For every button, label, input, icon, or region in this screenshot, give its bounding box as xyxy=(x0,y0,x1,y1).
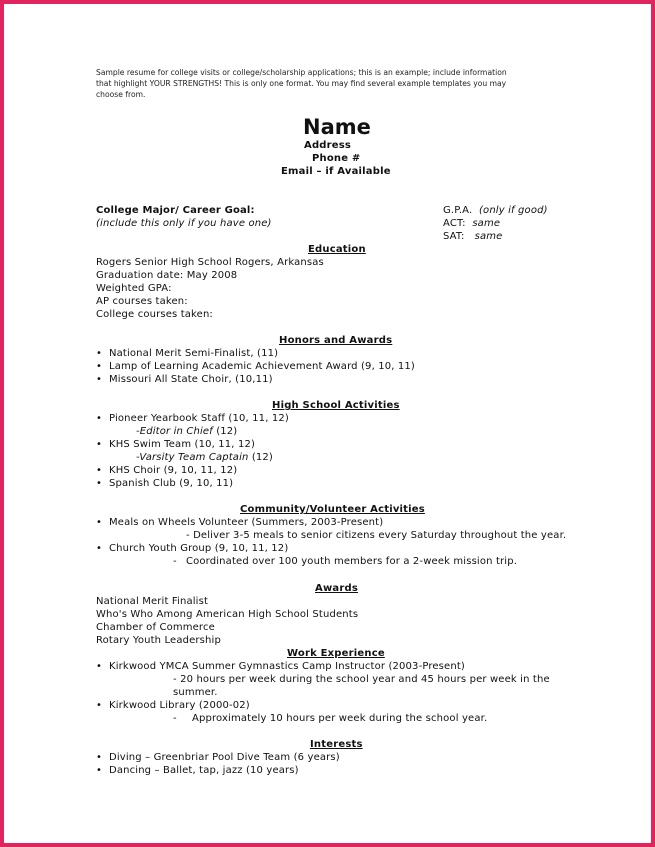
activities-item: KHS Choir (9, 10, 11, 12) xyxy=(109,465,238,476)
bullet-icon: • xyxy=(96,752,102,763)
intro-line-1: Sample resume for college visits or college/scholarship applications; this is an example; include information xyxy=(96,68,507,77)
awards-line: Rotary Youth Leadership xyxy=(96,635,221,646)
bullet-icon: • xyxy=(96,543,102,554)
work-subitem: Approximately 10 hours per week during the school year. xyxy=(192,713,488,724)
bullet-icon: • xyxy=(96,374,102,385)
applicant-phone: Phone # xyxy=(312,153,361,164)
education-line: AP courses taken: xyxy=(96,296,188,307)
work-sub-dash: - xyxy=(173,713,177,724)
honors-heading: Honors and Awards xyxy=(279,335,393,346)
community-sub-dash: - xyxy=(173,556,177,567)
bullet-icon: • xyxy=(96,348,102,359)
community-item: Meals on Wheels Volunteer (Summers, 2003-Present) xyxy=(109,517,384,528)
bullet-icon: • xyxy=(96,478,102,489)
honors-item: Lamp of Learning Academic Achievement Award (9, 10, 11) xyxy=(109,361,415,372)
bullet-icon: • xyxy=(96,700,102,711)
work-subitem-cont: summer. xyxy=(173,687,218,698)
act-row xyxy=(443,218,500,229)
activities-sub-role: -Varsity Team Captain xyxy=(136,452,249,463)
career-goal-title: College Major/ Career Goal: xyxy=(96,205,255,216)
bullet-icon: • xyxy=(96,465,102,476)
bullet-icon: • xyxy=(96,361,102,372)
sat-row xyxy=(443,231,502,242)
activities-subitem xyxy=(136,452,273,463)
gpa-label: G.P.A. xyxy=(443,205,473,216)
bullet-icon: • xyxy=(96,661,102,672)
interests-item: Dancing – Ballet, tap, jazz (10 years) xyxy=(109,765,299,776)
interests-item: Diving – Greenbriar Pool Dive Team (6 years) xyxy=(109,752,340,763)
intro-line-3: choose from. xyxy=(96,90,146,99)
community-subitem: - Deliver 3-5 meals to senior citizens every Saturday throughout the year. xyxy=(186,530,567,541)
bullet-icon: • xyxy=(96,517,102,528)
work-item: Kirkwood Library (2000-02) xyxy=(109,700,250,711)
sat-label: SAT: xyxy=(443,231,465,242)
activities-subitem xyxy=(136,426,237,437)
activities-sub-year: (12) xyxy=(251,452,273,463)
awards-line: Chamber of Commerce xyxy=(96,622,215,633)
activities-item: Spanish Club (9, 10, 11) xyxy=(109,478,234,489)
activities-heading: High School Activities xyxy=(272,400,400,411)
act-value: same xyxy=(472,218,501,229)
education-line: Graduation date: May 2008 xyxy=(96,270,238,281)
community-heading: Community/Volunteer Activities xyxy=(240,504,425,515)
gpa-note: (only if good) xyxy=(479,205,548,216)
applicant-address: Address xyxy=(304,140,352,151)
bullet-icon: • xyxy=(96,413,102,424)
applicant-name: Name xyxy=(303,115,371,139)
work-heading: Work Experience xyxy=(287,648,385,659)
activities-sub-role: -Editor in Chief xyxy=(136,426,213,437)
education-line: Weighted GPA: xyxy=(96,283,172,294)
work-item: Kirkwood YMCA Summer Gymnastics Camp Instructor (2003-Present) xyxy=(109,661,465,672)
awards-line: National Merit Finalist xyxy=(96,596,209,607)
activities-item: KHS Swim Team (10, 11, 12) xyxy=(109,439,256,450)
activities-item: Pioneer Yearbook Staff (10, 11, 12) xyxy=(109,413,289,424)
education-line: College courses taken: xyxy=(96,309,213,320)
education-line: Rogers Senior High School Rogers, Arkansas xyxy=(96,257,324,268)
awards-line: Who's Who Among American High School Students xyxy=(96,609,359,620)
honors-item: National Merit Semi-Finalist, (11) xyxy=(109,348,279,359)
gpa-row xyxy=(443,205,548,216)
awards-heading: Awards xyxy=(315,583,358,594)
activities-sub-year: (12) xyxy=(216,426,238,437)
work-subitem: - 20 hours per week during the school year and 45 hours per week in the xyxy=(173,674,550,685)
community-subitem: Coordinated over 100 youth members for a 2-week mission trip. xyxy=(186,556,518,567)
applicant-email: Email – if Available xyxy=(281,166,391,177)
interests-heading: Interests xyxy=(310,739,363,750)
education-heading: Education xyxy=(308,244,366,255)
sat-value: same xyxy=(474,231,503,242)
act-label: ACT: xyxy=(443,218,466,229)
bullet-icon: • xyxy=(96,439,102,450)
career-goal-note: (include this only if you have one) xyxy=(96,218,272,229)
honors-item: Missouri All State Choir, (10,11) xyxy=(109,374,273,385)
intro-line-2: that highlight YOUR STRENGTHS! This is only one format. You may find several example templates you may xyxy=(96,79,507,88)
bullet-icon: • xyxy=(96,765,102,776)
community-item: Church Youth Group (9, 10, 11, 12) xyxy=(109,543,289,554)
